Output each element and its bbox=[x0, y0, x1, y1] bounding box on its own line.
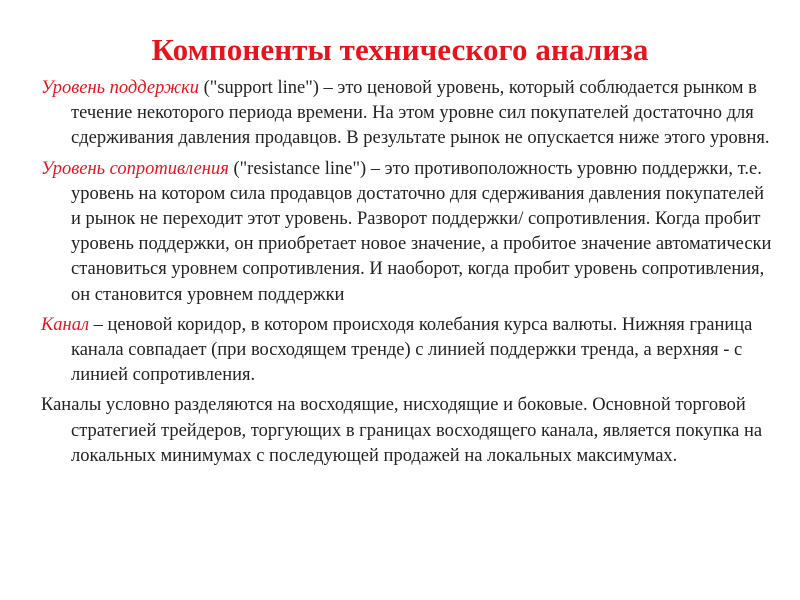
paragraph-channel-types bbox=[41, 393, 776, 469]
slide-title: Компоненты технического анализа bbox=[151, 32, 649, 67]
definition-support-line: ("support line") – это ценовой уровень, который соблюдается рынком в течение некоторого периода времени. На этом уровне сил покупателей достаточно для сдерживания давления продавцов. В результате рынок не опускается ниже этого уровня. bbox=[71, 78, 770, 149]
term-support-line: Уровень поддержки bbox=[41, 78, 199, 98]
paragraph-channel bbox=[41, 313, 776, 389]
definition-channel: – ценовой коридор, в котором происходя колебания курса валюты. Нижняя граница канала совпадает (при восходящем тренде) с линией поддержки тренда, а верхняя - с линией сопротивления. bbox=[71, 314, 753, 386]
slide-body bbox=[41, 76, 776, 474]
paragraph-support-line bbox=[41, 76, 776, 152]
term-channel: Канал bbox=[41, 314, 90, 335]
term-resistance-line: Уровень сопротивления bbox=[41, 158, 229, 179]
paragraph-resistance-line bbox=[41, 157, 776, 308]
text-channel-types: Каналы условно разделяются на восходящие, нисходящие и боковые. Основной торговой стратегией трейдеров, торгующих в границах восходящего канала, является покупка на локальных минимумах с последующей продажей на локальных максимумах. bbox=[41, 395, 763, 466]
definition-resistance-line: ("resistance line") – это противоположность уровню поддержки, т.е. уровень на котором сила продавцов достаточно для сдерживания давления покупателей и рынок не переходит этот уровень. Разворот поддержки/ сопротивления. Когда пробит уровень поддержки, он приобретает новое значение, а пробитое значение автоматически становиться уровнем сопротивления. И наоборот, когда пробит уровень сопротивления, он становится уровнем поддержки bbox=[71, 158, 772, 305]
